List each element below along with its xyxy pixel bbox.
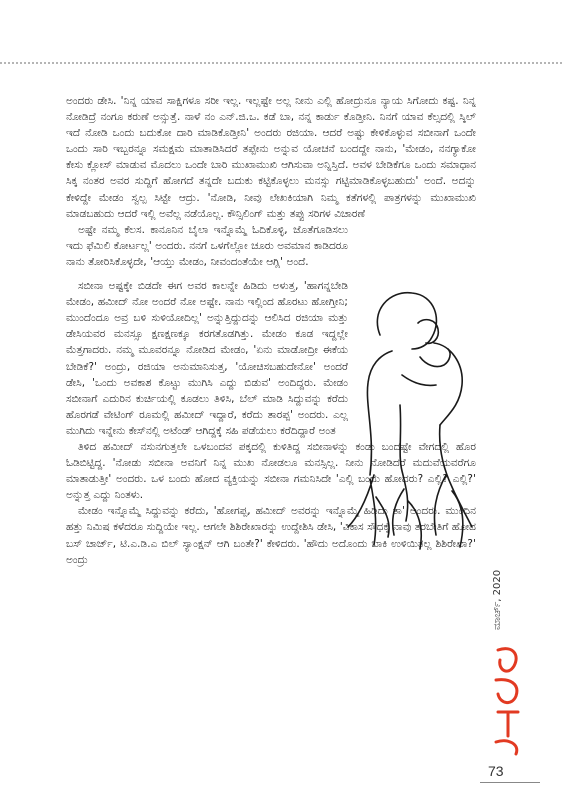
paragraph-top: ಅಂದರು ಡೇಸಿ. 'ನಿನ್ನ ಯಾವ ಸಾಕ್ಷಿಗಳೂ ಸರೀ ಇಲ್ಲ. ಇಲ್ಲಷ್ಟೇ ಅಲ್ಲ ನೀನು ಎಲ್ಲಿ ಹೋದ್ರುನೂ ನ್ಯಾಯ ಸಿಗೋದು ಕಷ್ಟ. ನಿನ್ನ ನೋಡಿದ್ರೆ ನಂಗೂ ಕರುಣೆ ಅನ್ಸುತ್ತೆ. ನಾಳೆ ನಂ ಎನ್.ಜಿ.ಒ. ಕಡೆ ಬಾ, ನನ್ನ ಕಾರ್ಡು ಕೊಡ್ತೀನಿ. ನಿನಗೆ ಯಾವ ಕೆಲ್ಸದಲ್ಲಿ ಸ್ಕಿಲ್ ಇದೆ ನೋಡಿ ಒಂದು ಬದುಕೋ ದಾರಿ ಮಾಡಿಕೊಡ್ತೀನಿ' ಅಂದರು ರಜಿಯಾ. ಆದರೆ ಅಷ್ಟು ಕೇಳಿಕೊಳ್ಳುವ ಸಬೀನಾಗೆ ಒಂದೇ ಒಂದು ಸಾರಿ ಇಬ್ಬರನ್ನೂ ಸಮಕ್ಷಮ ಮಾತಾಡಿಸಿದರೆ ತಪ್ಪೇನು ಅನ್ನುವ ಯೋಚನೆ ಬಂದದ್ದೇ ನಾನು, 'ಮೇಡಂ, ನನಗ್ಯಾಕೋ ಕೇಸು ಕ್ಲೋಸ್ ಮಾಡುವ ಮೊದಲು ಒಂದೇ ಬಾರಿ ಮುಖಾಮುಖಿ ಆಗಿಸುವಾ ಅನ್ನಿಸ್ತಿದೆ. ಅವಳ ಬೇಡಿಕೆಗೂ ಒಂದು ಸಮಾಧಾನ ಸಿಕ್ಕ ನಂತರ ಅವರ ಸುದ್ದಿಗೆ ಹೋಗದೆ ತನ್ನದೇ ಬದುಕು ಕಟ್ಟಿಕೊಳ್ಳಲು ಮನಸ್ಸು ಗಟ್ಟಿಮಾಡಿಕೊಳ್ಳಬಹುದು' ಅಂದೆ. ಅದನ್ನು ಕೇಳಿದ್ದೇ ಮೇಡಂ ಸ್ವಲ್ಪ ಸಿಟ್ಟೇ ಆದ್ರು. 'ನೋಡಿ, ನೀವು ಲೇಖಕಿಯಾಗಿ ನಿಮ್ಮ ಕತೆಗಳಲ್ಲಿ ಪಾತ್ರಗಳನ್ನು ಮುಖಾಮುಖಿ ಮಾಡಬಹುದು ಆದರೆ ಇಲ್ಲಿ ಅವೆಲ್ಲ ನಡೆಯೊಲ್ಲ. ಕೌನ್ಸಿಲಿಂಗ್ ಮತ್ತು ತಪ್ಪು ಸರಿಗಳ ವಿಚಾರಣೆ [66, 95, 476, 220]
paragraph-narrow-2: ಸಬೀನಾ ಅಷ್ಟಕ್ಕೇ ಬಿಡದೇ ಈಗ ಅವರ ಕಾಲನ್ನೇ ಹಿಡಿದು ಅಳುತ್ತ, 'ಹಾಗನ್ನಬೇಡಿ ಮೇಡಂ, ಹಮೀದ್ ನೋ ಅಂದರೆ ನೋ ಅಷ್ಟೇ. ನಾನು ಇಲ್ಲಿಂದ ಹೊರಟು ಹೋಗ್ತೀನಿ; ಮುಂದೆಂದೂ ಅವ್ರ ಬಳಿ ಸುಳಿಯೋದಿಲ್ಲ' ಅನ್ನುತ್ತಿದ್ದುದನ್ನು ಆಲಿಸಿದ ರಜಿಯಾ ಮತ್ತು ಡೇಸಿಯವರ ಮನಸ್ಸೂ ಕ್ಷಣಕ್ಷಣಕ್ಕೂ ಕರಗತೊಡಗಿತ್ತು. ಮೇಡಂ ಕೂಡ ಇದ್ದಲ್ಲೇ ಮೆತ್ತಗಾದರು. ನಮ್ಮ ಮೂವರನ್ನೂ ನೋಡಿದ ಮೇಡಂ, 'ಏನು ಮಾಡೋದ್ರೀ ಈಕೆಯ ಬೇಡಿಕೆ?' ಅಂದ್ರು, ರಜಿಯಾ ಅನುಮಾನಿಸುತ್ತ, 'ಯೋಚಿಸಬಹುದೇನೋ' ಅಂದರೆ ಡೇಸಿ, 'ಒಂದು ಅವಕಾಶ ಕೊಟ್ಟು ಮುಗಿಸಿ ಎದ್ದು ಬಿಡುವ' ಅಂದಿದ್ದರು. ಮೇಡಂ ಸಬೀನಾಗೆ ಎದುರಿನ ಕುರ್ಚಿಯಲ್ಲಿ ಕೂಡಲು ತಿಳಿಸಿ, ಬೆಲ್ ಮಾಡಿ ಸಿದ್ದುವನ್ನು ಕರೆದು ಹೊರಗಡೆ ವೇಟಿಂಗ್ ರೂಮಲ್ಲಿ ಹಮೀದ್ ಇದ್ದಾರೆ, ಕರೆದು ತಾರಪ್ಪ' ಅಂದರು. ಎಲ್ಲ ಮುಗಿದು ಇನ್ನೇನು ಕೇಸ್‌ನಲ್ಲಿ ಅಟೆಂಡ್ ಆಗಿದ್ದಕ್ಕೆ ಸಹಿ ಪಡೆಯಲು ಕರೆದಿದ್ದಾರೆ ಅಂತ [66, 280, 348, 437]
top-dotted-rule [0, 62, 562, 64]
page-number: 73 [488, 763, 504, 779]
footer-rule [480, 782, 540, 783]
paragraph-bottom-2: ಮೇಡಂ ಇನ್ನೊಮ್ಮೆ ಸಿದ್ದುವನ್ನು ಕರೆದು, 'ಹೋಗಪ್ಪ, ಹಮೀದ್ ಅವರನ್ನು ಇನ್ನೊಮ್ಮೆ ಹಿಡಿದು ತಾ' ಅಂದರು. ಮುಂದಿನ ಹತ್ತು ನಿಮಿಷ ಕಳೆದರೂ ಸುದ್ದಿಯೇ ಇಲ್ಲ. ಆಗಲೇ ಶಿಶಿರೇಖಾರನ್ನು ಉದ್ದೇಶಿಸಿ ಡೇಸಿ, 'ವಿಕಾಸ ಸೌಧಕ್ಕೆ ನಾವು ತರಬೇತಿಗೆ ಹೋದ ಬಸ್ ಚಾರ್ಜ್, ಟಿ.ಎ.ಡಿ.ಎ ಬಿಲ್ ಸ್ಯಾಂಕ್ಷನ್ ಆಗಿ ಬಂತೇ?' ಕೇಳಿದರು. 'ಹೌದು ಅದೊಂದು ಬಾಕಿ ಉಳಿಯಿತಲ್ಲ ಶಿಶಿರೇಖಾ?' ಅಂದ್ರು [66, 505, 476, 566]
issue-date-label: ಮಾರ್ಚ್, 2020 [492, 569, 503, 631]
paragraph-narrow-1: ಅಷ್ಟೇ ನಮ್ಮ ಕೆಲಸ. ಕಾನೂನಿನ ಬೈಲಾ ಇನ್ನೊಮ್ಮೆ ಓದಿಕೊಳ್ಳಿ, ಜೊತೆಗೂಡಿಸಲು ಇದು ಫೆಮಿಲಿ ಕೋರ್ಟಲ್ಲ' ಅಂದರು. ನನಗೆ ಒಳಗೆಲ್ಲೋ ಚೂರು ಅವಮಾನ ಕಾಡಿದರೂ ನಾನು ತೋರಿಸಿಕೊಳ್ಳದೇ, 'ಆಯ್ತು ಮೇಡಂ, ನೀವಂದಂತೆಯೇ ಆಗ್ಲಿ' ಅಂದೆ. [66, 223, 348, 268]
paragraph-bottom-1: ತಿಳಿದ ಹಮೀದ್ ನಸುನಗುತ್ತಲೇ ಒಳಬಂದವ ಪಕ್ಕದಲ್ಲಿ ಕುಳಿತಿದ್ದ ಸಬೀನಾಳನ್ನು ಕಂಡು ಬಂದಷ್ಟೇ ವೇಗದಲ್ಲಿ ಹೊರ ಓಡಿಬಿಟ್ಟಿದ್ದ. 'ನೋಡು ಸಬೀನಾ ಅವನಿಗೆ ನಿನ್ನ ಮುಖ ನೋಡಲೂ ಮನಸ್ಸಿಲ್ಲ. ನೀನು ನೋಡಿದರೆ ಮದುವೆಯವರೆಗೂ ಮಾತಾಡುತ್ತೀ' ಅಂದರು. ಒಳ ಬಂದು ಹೋದ ವ್ಯಕ್ತಿಯನ್ನು ಸಬೀನಾ ಗಮನಿಸಿದೇ 'ಎಲ್ಲಿ ಬಂದು ಹೋದರು? ಎಲ್ಲಿ? ಎಲ್ಲಿ?' ಅನ್ನುತ್ತ ಎದ್ದು ನಿಂತಳು. [66, 440, 476, 502]
magazine-logo [488, 640, 528, 760]
mother-child-illustration [340, 265, 475, 555]
